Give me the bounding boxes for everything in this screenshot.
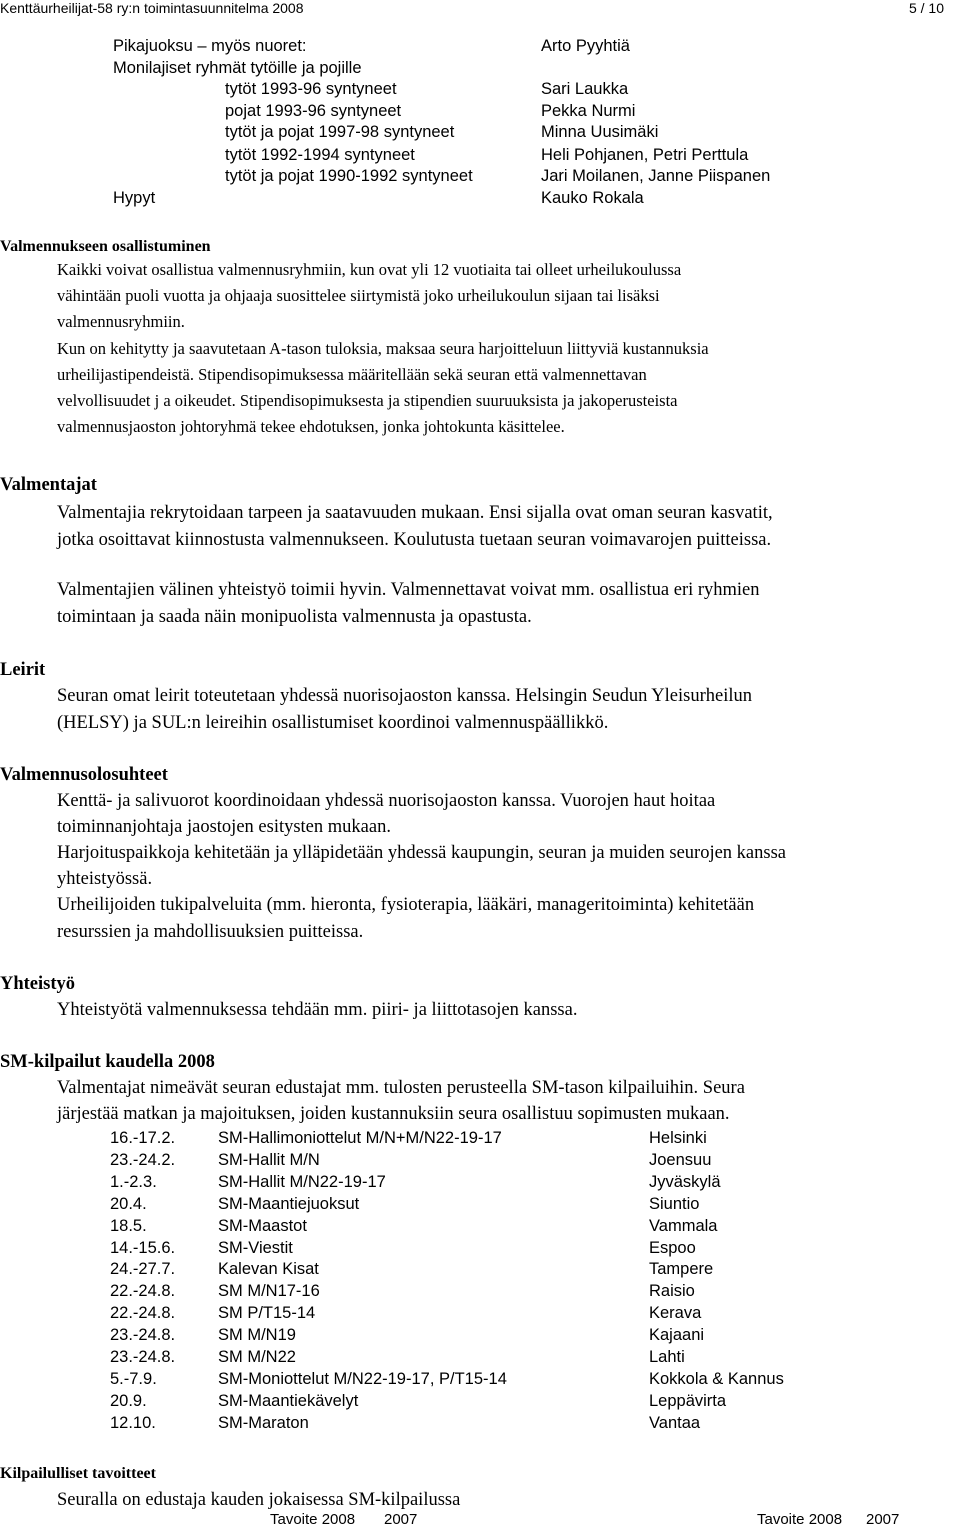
group-label: tytöt 1992-1994 syntyneet <box>225 145 415 164</box>
competition-name: SM M/N22 <box>218 1348 296 1366</box>
competition-date: 23.-24.8. <box>110 1326 176 1345</box>
group-label: Monilajiset ryhmät tytöille ja pojille <box>113 58 362 77</box>
competition-date: 5.-7.9. <box>110 1369 157 1388</box>
paragraph-line: Kaikki voivat osallistua valmennusryhmiin, kun ovat yli 12 vuotiaita tai olleet urheilukoulussa <box>57 260 682 279</box>
competition-place: Kokkola & Kannus <box>649 1369 784 1388</box>
competition-name: SM P/T15-14 <box>218 1304 316 1323</box>
competition-date: 23.-24.8. <box>110 1348 176 1366</box>
competition-name: SM-Moniottelut M/N22-19-17, P/T15-14 <box>218 1369 507 1388</box>
group-coach: Jari Moilanen, Janne Piispanen <box>541 167 771 185</box>
paragraph-line: Valmentajia rekrytoidaan tarpeen ja saatavuuden mukaan. Ensi sijalla ovat oman seuran kasvatit, <box>57 503 773 523</box>
paragraph-line: yhteistyössä. <box>57 869 153 889</box>
competition-place: Vantaa <box>649 1413 701 1432</box>
paragraph-line: Harjoituspaikkoja kehitetään ja ylläpidetään yhdessä kaupungin, seuran ja muiden seurojen kanssa <box>57 843 786 863</box>
paragraph-line: Urheilijoiden tukipalveluita (mm. hieronta, fysioterapia, lääkäri, manageritoiminta) kehitetään <box>57 895 755 915</box>
paragraph-line: Seuralla on edustaja kauden jokaisessa SM-kilpailussa <box>57 1490 461 1510</box>
competition-date: 22.-24.8. <box>110 1304 176 1323</box>
section-heading: Yhteistyö <box>0 974 76 994</box>
section-heading: Valmentajat <box>0 475 97 495</box>
group-coach: Sari Laukka <box>541 80 629 98</box>
competition-date: 20.9. <box>110 1391 147 1410</box>
paragraph-line: toiminnanjohtaja jaostojen esitysten mukaan. <box>57 817 391 837</box>
competition-date: 14.-15.6. <box>110 1238 176 1257</box>
competition-place: Lahti <box>649 1348 685 1366</box>
paragraph-line: toimintaan ja saada näin monipuolista valmennusta ja opastusta. <box>57 607 532 627</box>
goal-column-year: 2007 <box>866 1511 900 1528</box>
paragraph-line: vähintään puoli vuotta ja ohjaaja suosittelee siirtymistä joko urheilukoulun sijaan tai lisäksi <box>57 286 660 305</box>
section-heading: Valmennusolosuhteet <box>0 765 168 785</box>
paragraph-line: järjestää matkan ja majoituksen, joiden kustannuksiin seura osallistuu sopimusten mukaan. <box>57 1104 730 1124</box>
group-label: tytöt 1993-96 syntyneet <box>225 80 397 98</box>
section-heading: SM-kilpailut kaudella 2008 <box>0 1052 215 1072</box>
competition-date: 16.-17.2. <box>110 1129 176 1147</box>
competition-name: SM-Hallit M/N22-19-17 <box>218 1172 386 1191</box>
competition-place: Helsinki <box>649 1129 707 1147</box>
group-coach: Kauko Rokala <box>541 189 644 207</box>
paragraph-line: valmennusjaoston johtoryhmä tekee ehdotuksen, jonka johtokunta käsittelee. <box>57 417 565 436</box>
competition-name: Kalevan Kisat <box>218 1260 319 1279</box>
competition-name: SM-Hallit M/N <box>218 1150 320 1169</box>
group-coach: Pekka Nurmi <box>541 101 636 120</box>
page-number: 5 / 10 <box>908 0 944 16</box>
paragraph-line: urheilijastipendeistä. Stipendisopimuksessa määritellään sekä seuran että valmennettavan <box>57 365 647 384</box>
paragraph-line: Yhteistyötä valmennuksessa tehdään mm. piiri- ja liittotasojen kanssa. <box>57 1000 578 1020</box>
paragraph-line: Valmentajien välinen yhteistyö toimii hyvin. Valmennettavat voivat mm. osallistua eri ryhmien <box>57 580 760 600</box>
competition-name: SM-Maastot <box>218 1216 307 1235</box>
competition-place: Raisio <box>649 1282 695 1301</box>
section-heading: Leirit <box>0 660 46 680</box>
competition-date: 20.4. <box>110 1194 147 1213</box>
competition-place: Leppävirta <box>649 1391 727 1410</box>
group-label: Pikajuoksu – myös nuoret: <box>113 37 307 55</box>
document-title: Kenttäurheilijat-58 ry:n toimintasuunnitelma 2008 <box>0 0 304 16</box>
competition-place: Tampere <box>649 1260 714 1279</box>
competition-date: 1.-2.3. <box>110 1172 157 1191</box>
goal-column-label: Tavoite 2008 <box>270 1511 356 1528</box>
paragraph-line: resurssien ja mahdollisuuksien puitteissa. <box>57 922 364 942</box>
paragraph-line: Kenttä- ja salivuorot koordinoidaan yhdessä nuorisojaoston kanssa. Vuorojen haut hoitaa <box>57 791 716 811</box>
competition-name: SM M/N19 <box>218 1326 296 1345</box>
competition-date: 24.-27.7. <box>110 1260 176 1279</box>
section-heading: Valmennukseen osallistuminen <box>0 238 211 255</box>
competition-name: SM-Hallimoniottelut M/N+M/N22-19-17 <box>218 1129 502 1147</box>
competition-name: SM-Maraton <box>218 1413 309 1432</box>
group-coach: Minna Uusimäki <box>541 123 659 141</box>
paragraph-line: jotka osoittavat kiinnostusta valmennukseen. Koulutusta tuetaan seuran voimavarojen puitteissa. <box>57 530 772 550</box>
group-coach: Arto Pyyhtiä <box>541 37 630 55</box>
paragraph-line: Seuran omat leirit toteutetaan yhdessä nuorisojaoston kanssa. Helsingin Seudun Yleisurheilun <box>57 686 752 706</box>
competition-place: Siuntio <box>649 1194 700 1213</box>
competition-place: Vammala <box>649 1216 718 1235</box>
paragraph-line: valmennusryhmiin. <box>57 312 185 331</box>
competition-name: SM M/N17-16 <box>218 1282 320 1301</box>
competition-place: Jyväskylä <box>649 1172 721 1191</box>
competition-date: 22.-24.8. <box>110 1282 176 1301</box>
group-coach: Heli Pohjanen, Petri Perttula <box>541 145 749 164</box>
competition-place: Espoo <box>649 1238 696 1257</box>
paragraph-line: Kun on kehitytty ja saavutetaan A-tason tuloksia, maksaa seura harjoitteluun liittyviä kustannuksia <box>57 339 709 358</box>
paragraph-line: (HELSY) ja SUL:n leireihin osallistumiset koordinoi valmennuspäällikkö. <box>57 713 609 733</box>
group-label: tytöt ja pojat 1997-98 syntyneet <box>225 123 455 141</box>
competition-name: SM-Maantiejuoksut <box>218 1194 360 1213</box>
goal-column-label: Tavoite 2008 <box>757 1511 843 1528</box>
competition-date: 23.-24.2. <box>110 1150 176 1169</box>
competition-place: Joensuu <box>649 1150 712 1169</box>
competition-name: SM-Viestit <box>218 1238 293 1257</box>
competition-name: SM-Maantiekävelyt <box>218 1391 359 1410</box>
group-label: pojat 1993-96 syntyneet <box>225 101 402 120</box>
competition-place: Kajaani <box>649 1326 705 1345</box>
section-heading: Kilpailulliset tavoitteet <box>0 1465 156 1482</box>
paragraph-line: Valmentajat nimeävät seuran edustajat mm. tulosten perusteella SM-tason kilpailuihin. Seura <box>57 1078 745 1098</box>
competition-place: Kerava <box>649 1304 702 1323</box>
group-label: tytöt ja pojat 1990-1992 syntyneet <box>225 167 473 185</box>
goal-column-year: 2007 <box>384 1511 418 1528</box>
competition-date: 12.10. <box>110 1413 156 1432</box>
paragraph-line: velvollisuudet j a oikeudet. Stipendisopimuksesta ja stipendien suuruuksista ja jakoperusteista <box>57 391 678 410</box>
group-label: Hypyt <box>113 189 156 207</box>
competition-date: 18.5. <box>110 1216 147 1235</box>
